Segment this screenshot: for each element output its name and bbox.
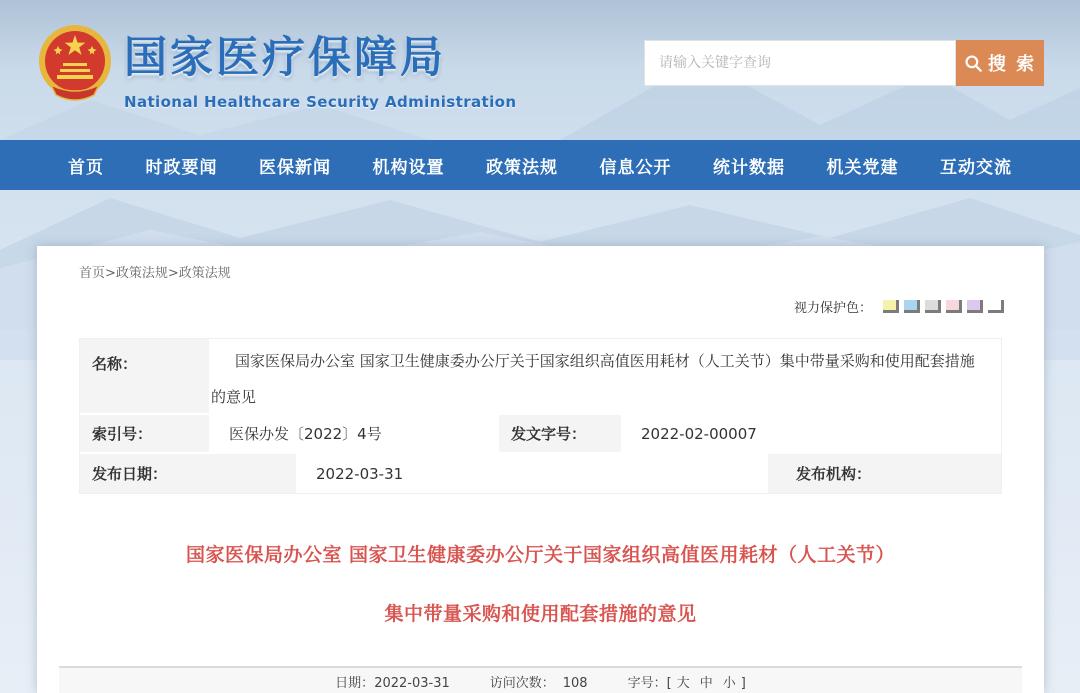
bracket-open: [ xyxy=(666,675,672,691)
doc-info-table xyxy=(79,338,1002,494)
meta-visits-value: 108 xyxy=(562,675,588,691)
article-title-line2: 集中带量采购和使用配套措施的意见 xyxy=(384,603,697,625)
doc-index-row xyxy=(80,415,1001,454)
font-size-large[interactable]: 大 xyxy=(676,675,690,691)
national-emblem-logo[interactable] xyxy=(37,23,113,107)
site-header xyxy=(0,0,1080,140)
color-swatch-purple[interactable] xyxy=(967,300,983,313)
meta-date xyxy=(335,672,450,691)
meta-visits-label: 访问次数： xyxy=(489,675,555,691)
search-input[interactable] xyxy=(644,40,956,86)
search-button-label: 搜 索 xyxy=(987,54,1037,75)
color-swatch-white[interactable] xyxy=(988,300,1004,313)
content-panel xyxy=(37,246,1044,693)
doc-number-label: 发文字号： xyxy=(499,415,621,452)
doc-index-label: 索引号： xyxy=(80,415,209,452)
nav-item-statistics[interactable]: 统计数据 xyxy=(713,157,785,178)
search-icon xyxy=(964,54,983,73)
nav-item-party-building[interactable]: 机关党建 xyxy=(826,157,899,178)
search-box xyxy=(644,40,1044,86)
nav-item-policies[interactable]: 政策法规 xyxy=(486,157,558,178)
nav-item-interaction[interactable]: 互动交流 xyxy=(940,157,1012,178)
nav-item-organization[interactable]: 机构设置 xyxy=(372,157,445,178)
search-button[interactable] xyxy=(956,40,1044,86)
site-title: 国家医疗保障局 xyxy=(124,33,446,83)
article-title-line1: 国家医保局办公室 国家卫生健康委办公厅关于国家组织高值医用耗材（人工关节） xyxy=(185,544,896,566)
breadcrumb[interactable]: 首页>政策法规>政策法规 xyxy=(79,266,231,281)
doc-number-value: 2022-02-00007 xyxy=(621,415,1001,452)
eye-protection-label: 视力保护色： xyxy=(793,301,872,316)
meta-visits xyxy=(490,672,588,691)
main-nav xyxy=(0,140,1080,190)
masthead xyxy=(124,24,516,111)
site-subtitle: National Healthcare Security Administration xyxy=(124,93,517,111)
publish-date-label: 发布日期： xyxy=(80,454,296,493)
doc-name-label: 名称： xyxy=(80,339,209,413)
color-swatch-blue[interactable] xyxy=(904,300,920,313)
meta-font-size-label: 字号： xyxy=(627,675,667,691)
bracket-close: ] xyxy=(740,675,746,691)
eye-protection-row xyxy=(37,297,1004,316)
publisher-label: 发布机构： xyxy=(768,454,1001,493)
publish-date-value: 2022-03-31 xyxy=(296,454,768,493)
nav-item-current-politics[interactable]: 时政要闻 xyxy=(145,157,218,178)
article-meta-bar xyxy=(59,666,1022,693)
meta-font-size xyxy=(628,672,746,691)
nav-item-info-disclosure[interactable]: 信息公开 xyxy=(599,157,672,178)
doc-index-value: 医保办发〔2022〕4号 xyxy=(209,415,499,452)
meta-date-label: 日期： xyxy=(335,675,375,691)
color-swatch-gray[interactable] xyxy=(925,300,941,313)
color-swatch-yellow[interactable] xyxy=(883,300,899,313)
doc-name-row xyxy=(80,339,1001,415)
color-swatch-pink[interactable] xyxy=(946,300,962,313)
nav-item-home[interactable]: 首页 xyxy=(68,157,104,178)
nav-item-medical-news[interactable]: 医保新闻 xyxy=(259,157,331,178)
doc-date-row xyxy=(80,454,1001,493)
font-size-small[interactable]: 小 xyxy=(722,675,736,691)
meta-date-value: 2022-03-31 xyxy=(374,675,450,691)
font-size-medium[interactable]: 中 xyxy=(699,675,713,691)
doc-name-value: 国家医保局办公室 国家卫生健康委办公厅关于国家组织高值医用耗材（人工关节）集中带量采购和使用配套措施的意见 xyxy=(209,339,1001,413)
